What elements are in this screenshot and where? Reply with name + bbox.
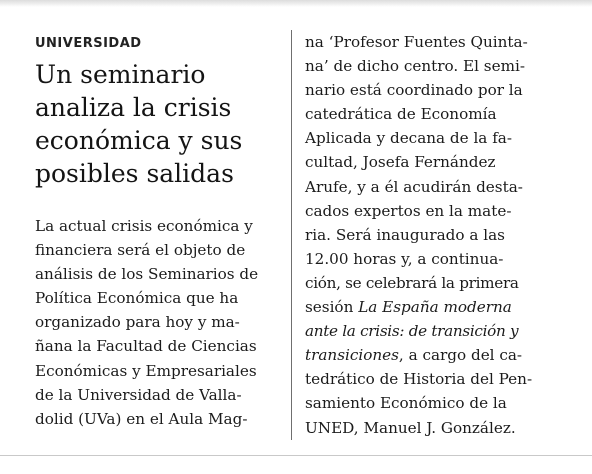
body-line: organizado para hoy y ma- xyxy=(35,313,240,332)
body-line: financiera será el objeto de xyxy=(35,241,246,260)
scan-top-edge xyxy=(0,0,592,7)
body-line-mixed xyxy=(305,343,555,367)
body-line: cados expertos en la mate- xyxy=(305,201,512,220)
body-line: análisis de los Seminarios de xyxy=(35,265,259,284)
scan-bottom-edge xyxy=(0,455,592,474)
body-line-mixed xyxy=(305,319,555,343)
body-line: ñana la Facultad de Ciencias xyxy=(35,337,257,356)
body-line: dolid (UVa) en el Aula Mag- xyxy=(35,409,248,428)
headline-line: Un seminario xyxy=(35,60,206,89)
body-line: tedrático de Historia del Pen- xyxy=(305,370,533,389)
headline-line: analiza la crisis xyxy=(35,93,232,122)
body-line: ción, se celebrará la primera xyxy=(305,273,519,292)
section-label: UNIVERSIDAD xyxy=(35,36,142,51)
body-line: UNED, Manuel J. González. xyxy=(305,418,516,437)
body-line: nario está coordinado por la xyxy=(305,81,523,100)
body-line: ria. Será inaugurado a las xyxy=(305,225,505,244)
body-line: cultad, Josefa Fernández xyxy=(305,153,496,172)
body-line-mixed xyxy=(305,295,555,319)
body-line: Arufe, y a él acudirán desta- xyxy=(305,177,523,196)
body-line: na ‘Profesor Fuentes Quinta- xyxy=(305,33,528,51)
body-line: de la Universidad de Valla- xyxy=(35,385,242,404)
body-line: samiento Económico de la xyxy=(305,394,507,413)
body-line: catedrática de Economía xyxy=(305,105,497,124)
body-line: Aplicada y decana de la fa- xyxy=(305,129,512,148)
body-line: La actual crisis económica y xyxy=(35,217,253,235)
body-line: Política Económica que ha xyxy=(35,289,239,308)
column-divider xyxy=(291,30,292,440)
body-text: , a cargo del ca- xyxy=(398,346,523,365)
session-title-italic: ante la crisis: de transición y xyxy=(305,322,519,341)
article-column-right xyxy=(305,30,555,440)
body-line: 12.00 horas y, a continua- xyxy=(305,249,504,268)
headline-line: económica y sus xyxy=(35,126,243,155)
body-text: sesión xyxy=(305,298,359,317)
article-headline xyxy=(35,58,285,190)
session-title-italic: transiciones xyxy=(305,346,399,365)
body-line: na’ de dicho centro. El semi- xyxy=(305,57,525,76)
headline-line: posibles salidas xyxy=(35,159,234,188)
article-column-left xyxy=(35,214,285,431)
session-title-italic: La España moderna xyxy=(358,298,512,317)
body-line: Económicas y Empresariales xyxy=(35,361,257,380)
